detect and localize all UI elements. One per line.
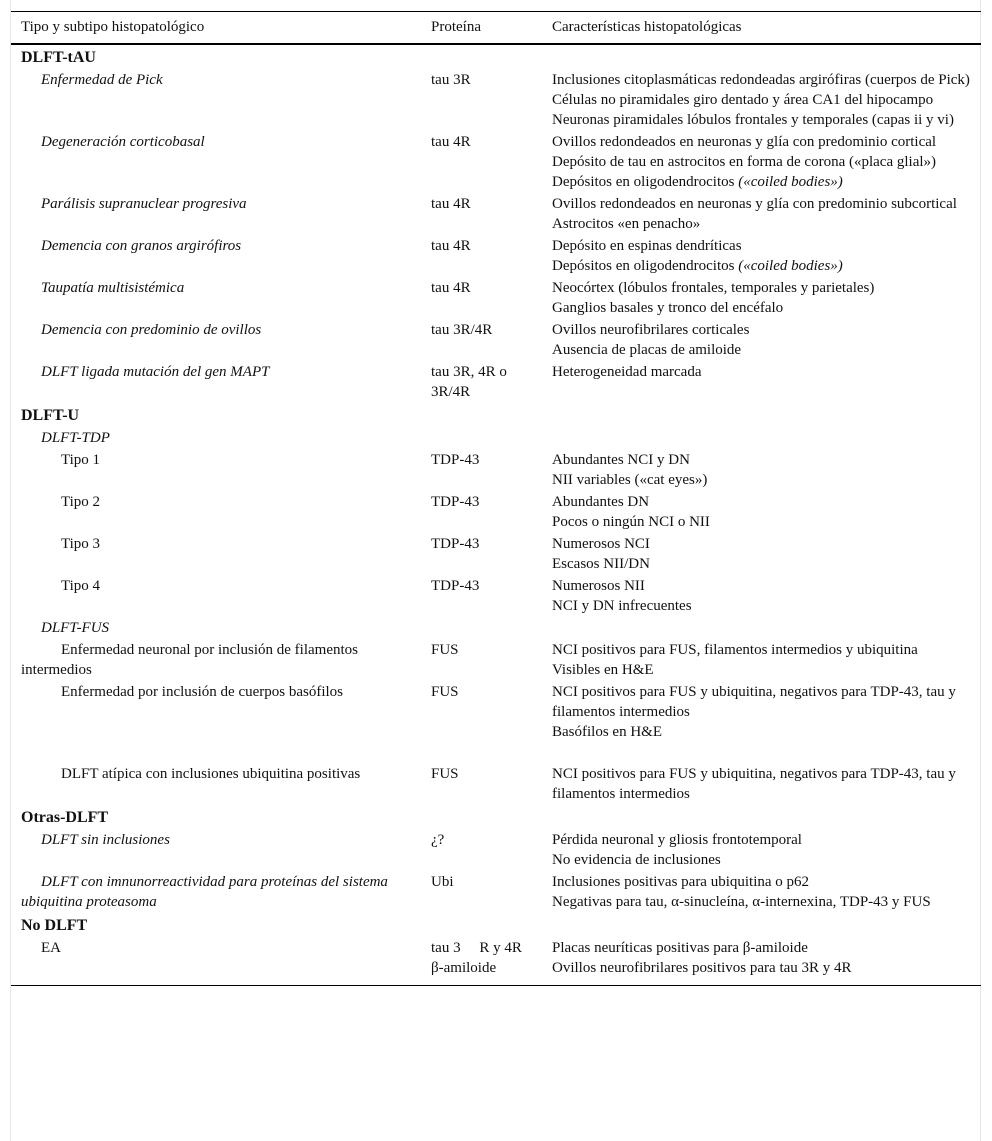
features-cell <box>542 319 981 361</box>
feature-line: Astrocitos «en penacho» <box>552 216 701 232</box>
header-protein: Proteína <box>431 19 481 35</box>
features-cell <box>542 639 981 681</box>
subtype-cell: Parálisis supranuclear progresiva <box>41 196 247 212</box>
section-title: Otras-DLFT <box>21 809 109 826</box>
features-cell <box>542 491 981 533</box>
protein-cell: Ubi <box>431 874 454 890</box>
table-row <box>11 491 981 533</box>
feature-line: Neocórtex (lóbulos frontales, temporales y parietales) <box>552 280 875 296</box>
features-cell <box>542 937 981 986</box>
table-row <box>11 639 981 681</box>
feature-line: NCI positivos para FUS, filamentos intermedios y ubiquitina <box>552 642 918 658</box>
subtype-cell: Enfermedad de Pick <box>41 72 163 88</box>
protein-cell: TDP-43 <box>431 536 480 552</box>
protein-cell: FUS <box>431 766 459 782</box>
subtype-cell: DLFT atípica con inclusiones ubiquitina positivas <box>61 766 361 782</box>
features-cell <box>542 69 981 131</box>
features-cell <box>542 449 981 491</box>
subsection-title: DLFT-FUS <box>41 620 110 636</box>
features-cell <box>542 361 981 403</box>
features-cell <box>542 235 981 277</box>
feature-line: Depósito de tau en astrocitos en forma de corona («placa glial») <box>552 154 937 170</box>
table-row <box>11 829 981 871</box>
table-header-row <box>11 12 981 45</box>
subtype-cell: DLFT ligada mutación del gen MAPT <box>41 364 270 380</box>
features-cell <box>542 131 981 193</box>
table-row <box>11 193 981 235</box>
features-cell <box>542 533 981 575</box>
feature-line: Escasos NII/DN <box>552 556 650 572</box>
protein-cell: tau 3R/4R <box>431 322 493 338</box>
subtype-cell: Tipo 3 <box>61 536 101 552</box>
table-row <box>11 319 981 361</box>
table-row <box>11 871 981 913</box>
protein-cell <box>421 937 542 986</box>
table-row <box>11 361 981 403</box>
section-title: No DLFT <box>21 917 88 934</box>
protein-cell: ¿? <box>431 832 445 848</box>
feature-line: NCI positivos para FUS y ubiquitina, negativos para TDP-43, tau y filamentos intermedios <box>552 766 956 802</box>
protein-cell: tau 4R <box>431 134 471 150</box>
features-cell <box>542 575 981 617</box>
protein-cell: tau 4R <box>431 196 471 212</box>
table-row <box>11 69 981 131</box>
feature-italic: («coiled bodies») <box>738 174 843 190</box>
subtype-cell: Taupatía multisistémica <box>41 280 185 296</box>
feature-line: Abundantes DN <box>552 494 650 510</box>
feature-line: Ovillos neurofibrilares positivos para tau 3R y 4R <box>552 960 852 976</box>
table-row <box>11 277 981 319</box>
protein-cell: TDP-43 <box>431 452 480 468</box>
table-row <box>11 937 981 986</box>
header-features: Características histopatológicas <box>552 19 742 35</box>
feature-line: Ganglios basales y tronco del encéfalo <box>552 300 784 316</box>
subtype-cell: EA <box>41 940 61 956</box>
subtype-cell: Demencia con granos argirófiros <box>41 238 242 254</box>
table-row <box>11 575 981 617</box>
features-cell <box>542 193 981 235</box>
feature-line: Depósito en espinas dendríticas <box>552 238 742 254</box>
subsection-row <box>11 617 981 639</box>
protein-cell: FUS <box>431 684 459 700</box>
feature-line <box>552 256 971 276</box>
section-title: DLFT-U <box>21 407 80 424</box>
table-row <box>11 533 981 575</box>
section-row <box>11 913 981 937</box>
protein-cell: FUS <box>431 642 459 658</box>
feature-line: NII variables («cat eyes») <box>552 472 708 488</box>
feature-line: Células no piramidales giro dentado y área CA1 del hipocampo <box>552 92 934 108</box>
feature-line: Numerosos NII <box>552 578 645 594</box>
feature-italic: («coiled bodies») <box>738 258 843 274</box>
subsection-title: DLFT-TDP <box>41 430 110 446</box>
features-cell <box>542 763 981 805</box>
protein-line: β-amiloide <box>431 960 497 976</box>
protein-cell: tau 3R, 4R o 3R/4R <box>431 364 507 400</box>
protein-cell: TDP-43 <box>431 578 480 594</box>
feature-line: Basófilos en H&E <box>552 724 662 740</box>
feature-line: Negativas para tau, α-sinucleína, α-internexina, TDP-43 y FUS <box>552 894 931 910</box>
feature-line: Pocos o ningún NCI o NII <box>552 514 710 530</box>
table-row <box>11 235 981 277</box>
subtype-cell: Enfermedad neuronal por inclusión de filamentos intermedios <box>21 642 358 678</box>
feature-line: Pérdida neuronal y gliosis frontotemporal <box>552 832 802 848</box>
feature-line: Visibles en H&E <box>552 662 654 678</box>
feature-line: Neuronas piramidales lóbulos frontales y temporales (capas ii y vi) <box>552 112 954 128</box>
feature-line: Inclusiones positivas para ubiquitina o p62 <box>552 874 810 890</box>
feature-line: Abundantes NCI y DN <box>552 452 690 468</box>
protein-cell: TDP-43 <box>431 494 480 510</box>
feature-line: Placas neuríticas positivas para β-amiloide <box>552 940 808 956</box>
protein-cell: tau 4R <box>431 238 471 254</box>
section-row <box>11 44 981 69</box>
feature-line: Numerosos NCI <box>552 536 650 552</box>
feature-line: NCI positivos para FUS y ubiquitina, negativos para TDP-43, tau y filamentos intermedios <box>552 684 956 720</box>
feature-line: Inclusiones citoplasmáticas redondeadas argirófiras (cuerpos de Pick) <box>552 72 970 88</box>
feature-text: Depósitos en oligodendrocitos <box>552 174 735 190</box>
subtype-cell: DLFT sin inclusiones <box>41 832 170 848</box>
histopathology-table <box>11 11 981 986</box>
feature-line: Ovillos neurofibrilares corticales <box>552 322 750 338</box>
table-row <box>11 763 981 805</box>
subtype-cell: Degeneración corticobasal <box>41 134 205 150</box>
subtype-cell: Tipo 4 <box>61 578 101 594</box>
section-row <box>11 403 981 427</box>
feature-text: Depósitos en oligodendrocitos <box>552 258 735 274</box>
protein-cell: tau 4R <box>431 280 471 296</box>
table-row <box>11 449 981 491</box>
features-cell <box>542 681 981 763</box>
subtype-cell: Demencia con predominio de ovillos <box>41 322 262 338</box>
feature-line: Ausencia de placas de amiloide <box>552 342 742 358</box>
feature-line: Heterogeneidad marcada <box>552 364 702 380</box>
protein-line: tau 3 R y 4R <box>431 940 522 956</box>
protein-cell: tau 3R <box>431 72 471 88</box>
feature-line: Ovillos redondeados en neuronas y glía con predominio cortical <box>552 134 937 150</box>
table-row <box>11 681 981 763</box>
subtype-cell: Enfermedad por inclusión de cuerpos basófilos <box>61 684 344 700</box>
features-cell <box>542 277 981 319</box>
subtype-cell: DLFT con imnunorreactividad para proteínas del sistema ubiquitina proteasoma <box>21 874 388 910</box>
feature-line: No evidencia de inclusiones <box>552 852 721 868</box>
table-row <box>11 131 981 193</box>
feature-line: Ovillos redondeados en neuronas y glía con predominio subcortical <box>552 196 957 212</box>
header-subtype: Tipo y subtipo histopatológico <box>21 19 205 35</box>
feature-line: NCI y DN infrecuentes <box>552 598 692 614</box>
section-title: DLFT-tAU <box>21 49 96 66</box>
subsection-row <box>11 427 981 449</box>
subtype-cell: Tipo 1 <box>61 452 101 468</box>
section-row <box>11 805 981 829</box>
subtype-cell: Tipo 2 <box>61 494 101 510</box>
feature-line <box>552 172 971 192</box>
features-cell <box>542 871 981 913</box>
features-cell <box>542 829 981 871</box>
